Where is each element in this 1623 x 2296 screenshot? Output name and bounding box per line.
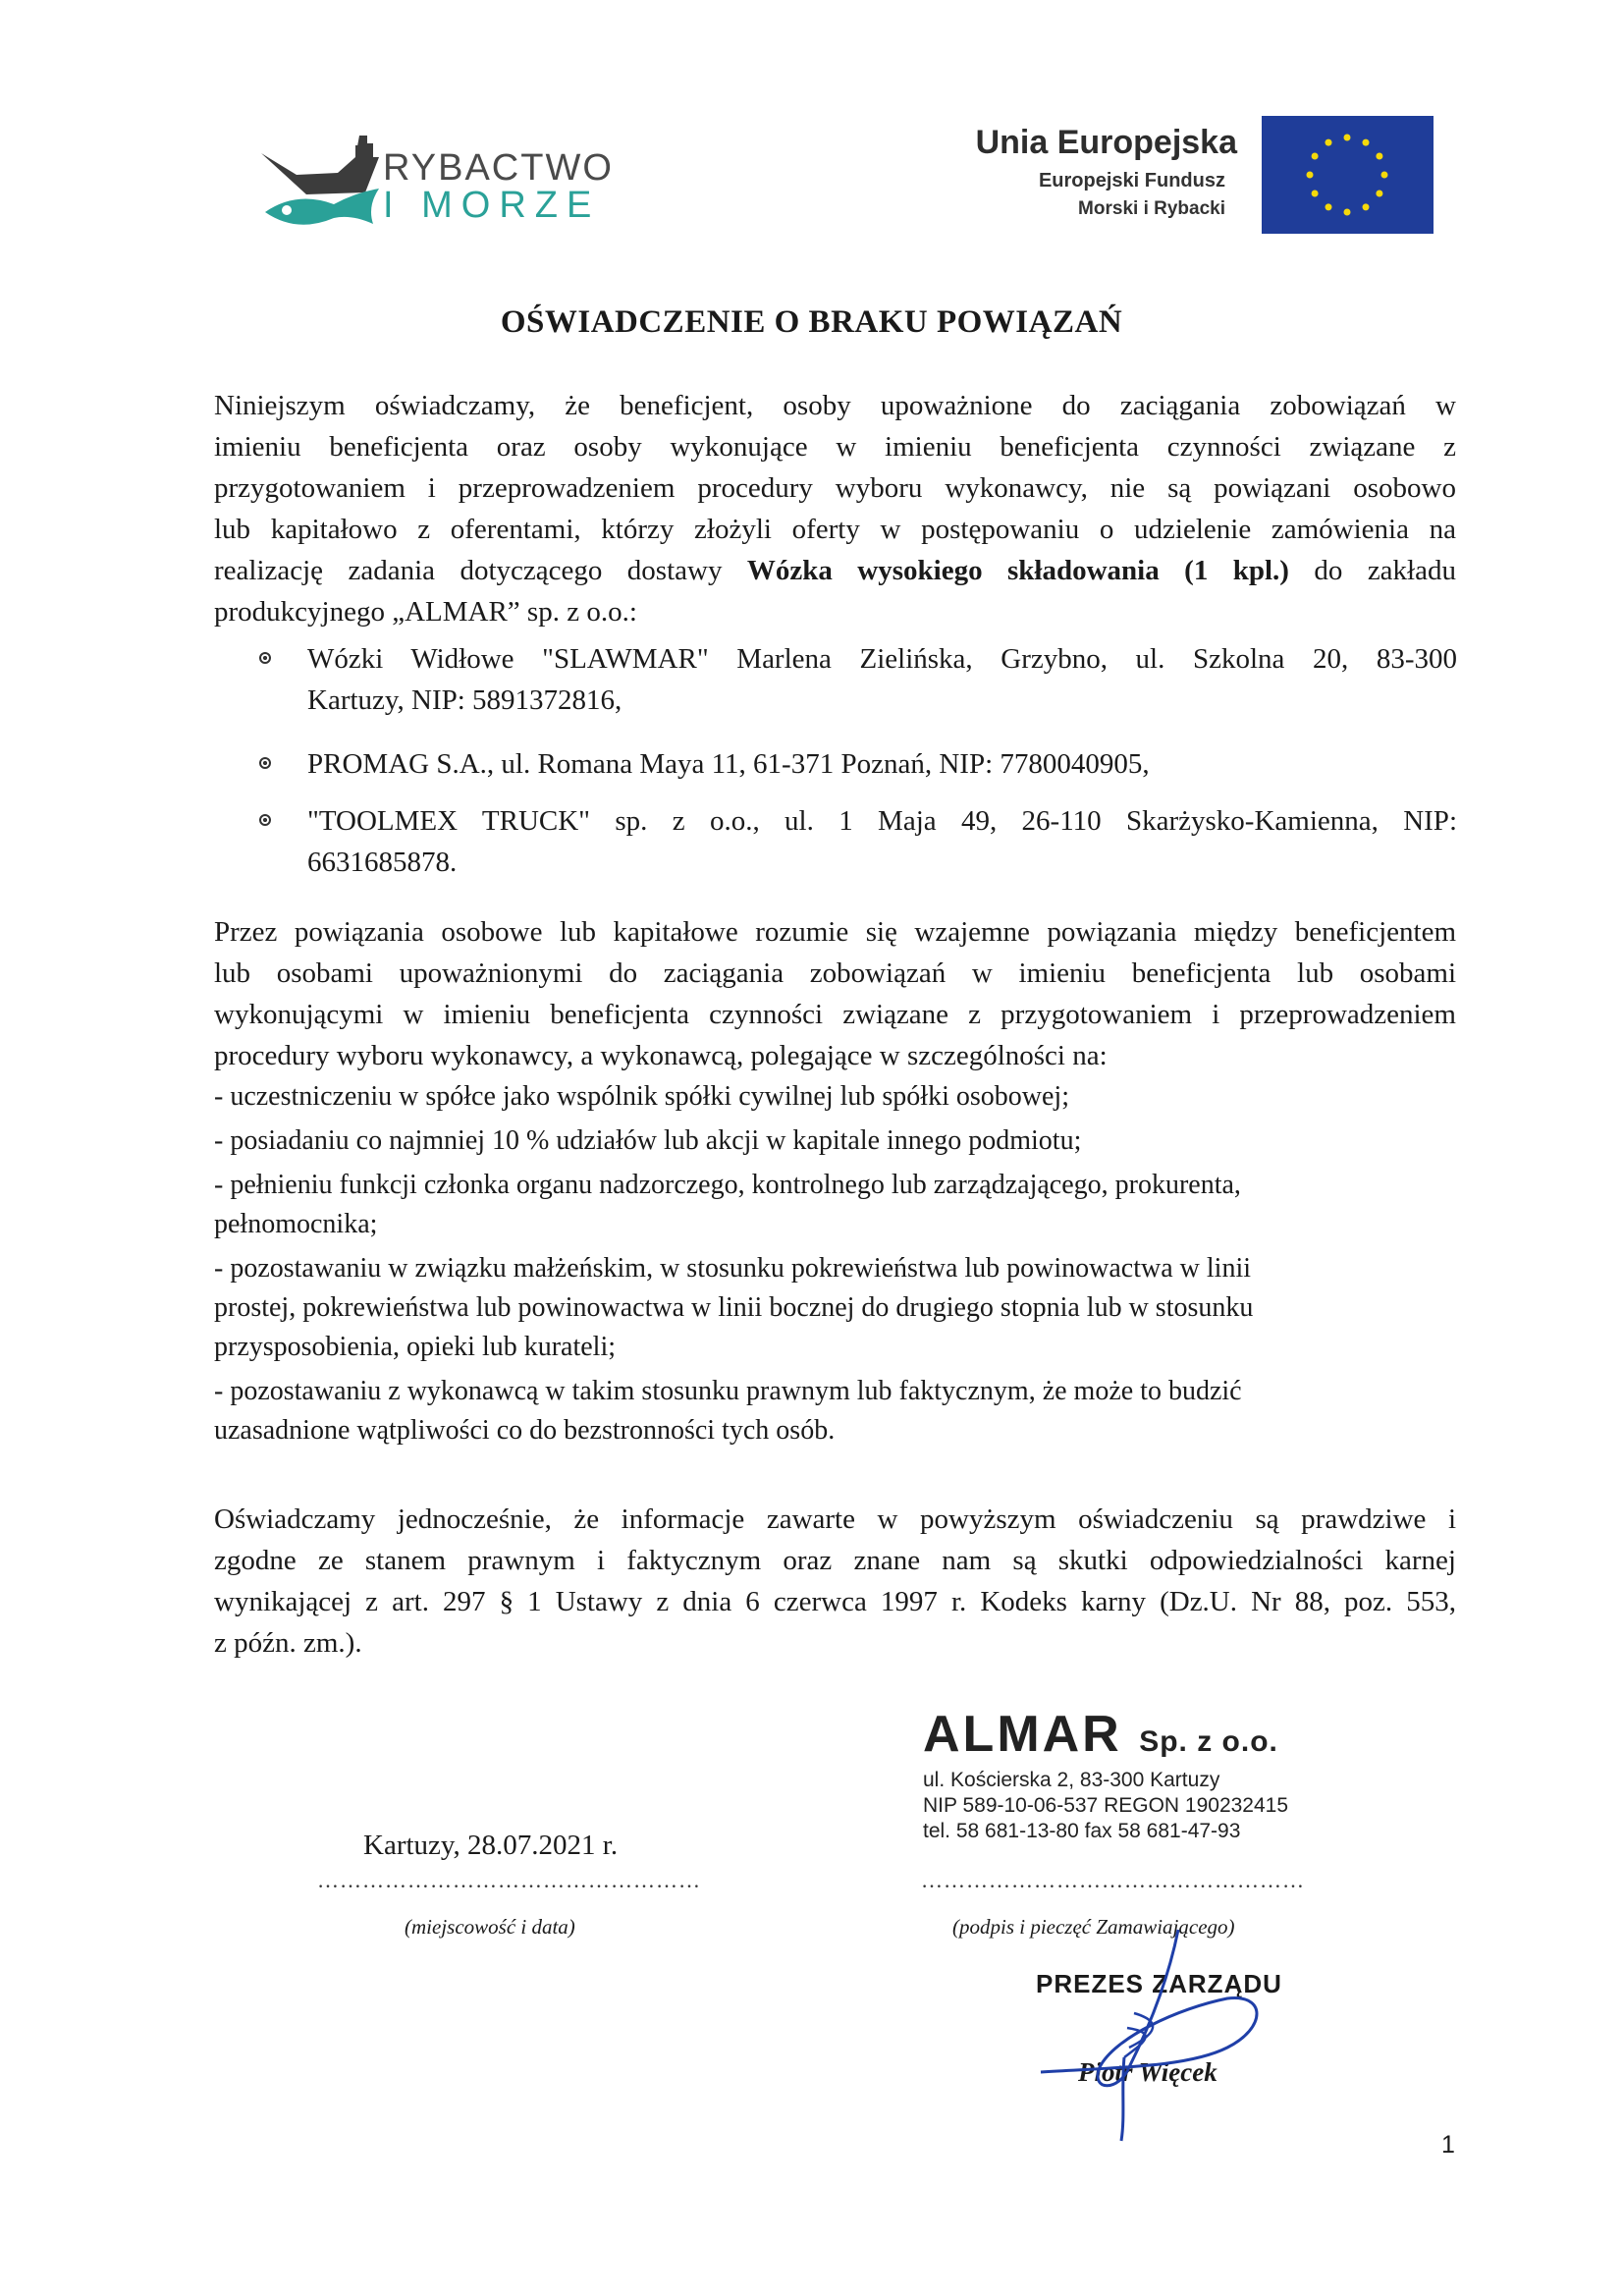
eu-star-icon [1344, 209, 1351, 216]
boat-fish-icon [257, 136, 380, 234]
dotted-line-left: …………………………………………… [317, 1868, 701, 1892]
definition-line: Przez powiązania osobowe lub kapitałowe rozumie się wzajemne powiązania między beneficjentem [214, 916, 1456, 948]
definition-item: - pełnieniu funkcji członka organu nadzorczego, kontrolnego lub zarządzającego, prokurenta, [214, 1170, 1241, 1200]
page-number: 1 [1441, 2131, 1455, 2159]
closing-line: wynikającej z art. 297 § 1 Ustawy z dnia 6 czerwca 1997 r. Kodeks karny (Dz.U. Nr 88, poz. 553, [214, 1586, 1456, 1617]
caption-signature: (podpis i pieczęć Zamawiającego) [952, 1915, 1235, 1939]
eu-star-icon [1344, 135, 1351, 141]
logo-line-1: RYBACTWO [383, 147, 614, 189]
logo-line-2: I MORZE [383, 185, 601, 226]
bidder-line: Wózki Widłowe "SLAWMAR" Marlena Zielińska, Grzybno, ul. Szkolna 20, 83-300 [307, 643, 1457, 675]
caption-place-date: (miejscowość i data) [405, 1915, 575, 1939]
intro-paragraph [214, 385, 1456, 632]
dotted-line-right: …………………………………………… [921, 1868, 1305, 1892]
handwritten-signature [1031, 1920, 1306, 2146]
eu-star-icon [1376, 191, 1382, 197]
definition-item-cont: prostej, pokrewieństwa lub powinowactwa w linii bocznej do drugiego stopnia lub w stosunku [214, 1292, 1254, 1323]
eu-subtitle-2: Morski i Rybacki [1078, 198, 1225, 219]
eu-star-icon [1376, 153, 1382, 160]
eu-star-icon [1325, 203, 1332, 210]
eu-fund-header [975, 116, 1434, 239]
bullet-icon [259, 757, 271, 769]
eu-star-icon [1312, 191, 1319, 197]
intro-line: przygotowaniem i przeprowadzeniem procedury wyboru wykonawcy, nie są powiązani osobowo [214, 472, 1456, 504]
signer-name-stamp: Piotr Więcek [1078, 2057, 1217, 2087]
eu-star-icon [1381, 172, 1388, 179]
definition-line: wykonującymi w imieniu beneficjenta czynności związane z przygotowaniem i przeprowadzeniem [214, 999, 1456, 1030]
closing-line: z późn. zm.). [214, 1627, 362, 1659]
intro-line-5-pre: realizację zadania dotyczącego dostawy [214, 555, 747, 586]
intro-line: Niniejszym oświadczamy, że beneficjent, osoby upoważnione do zaciągania zobowiązań w [214, 390, 1456, 421]
eu-star-icon [1363, 203, 1370, 210]
bidder-line: Kartuzy, NIP: 5891372816, [307, 684, 622, 716]
document-title: OŚWIADCZENIE O BRAKU POWIĄZAŃ [500, 304, 1123, 340]
eu-subtitle-1: Europejski Fundusz [1038, 170, 1225, 191]
eu-star-icon [1325, 139, 1332, 146]
definition-line: lub osobami upoważnionymi do zaciągania zobowiązań w imieniu beneficjenta lub osobami [214, 957, 1456, 989]
definition-item-cont: uzasadnione wątpliwości co do bezstronności tych osób. [214, 1415, 836, 1446]
company-stamp [923, 1706, 1316, 1844]
bullet-icon [259, 814, 271, 826]
eu-title: Unia Europejska [975, 124, 1237, 161]
product-name: Wózka wysokiego składowania (1 kpl.) [746, 555, 1289, 586]
intro-line: lub kapitałowo z oferentami, którzy złożyli oferty w postępowaniu o udzielenie zamówienia na [214, 514, 1456, 545]
definition-item: - pozostawaniu w związku małżeńskim, w stosunku pokrewieństwa lub powinowactwa w linii [214, 1253, 1252, 1284]
definition-item-cont: pełnomocnika; [214, 1209, 378, 1239]
place-date: Kartuzy, 28.07.2021 r. [363, 1830, 619, 1861]
stamp-phones: tel. 58 681-13-80 fax 58 681-47-93 [923, 1820, 1241, 1842]
rybactwo-logo [257, 136, 614, 234]
bidder-line: PROMAG S.A., ul. Romana Maya 11, 61-371 Poznań, NIP: 7780040905, [307, 748, 1150, 780]
definition-line: procedury wyboru wykonawcy, a wykonawcą, polegające w szczególności na: [214, 1040, 1108, 1071]
definition-item: - uczestniczeniu w spółce jako wspólnik spółki cywilnej lub spółki osobowej; [214, 1081, 1069, 1112]
definition-paragraph [214, 911, 1456, 1076]
stamp-address: ul. Kościerska 2, 83-300 Kartuzy [923, 1769, 1220, 1791]
role-stamp: PREZES ZARZĄDU [1036, 1969, 1282, 1998]
eu-star-icon [1312, 153, 1319, 160]
definition-item: - pozostawaniu z wykonawcą w takim stosunku prawnym lub faktycznym, że może to budzić [214, 1376, 1242, 1406]
eu-flag-icon [1262, 116, 1434, 234]
definition-item-cont: przysposobienia, opieki lub kurateli; [214, 1332, 617, 1362]
closing-line: Oświadczamy jednocześnie, że informacje zawarte w powyższym oświadczeniu są prawdziwe i [214, 1503, 1456, 1535]
intro-line: imieniu beneficjenta oraz osoby wykonujące w imieniu beneficjenta czynności związane z [214, 431, 1456, 463]
closing-paragraph [214, 1499, 1456, 1664]
intro-line: produkcyjnego „ALMAR” sp. z o.o.: [214, 596, 637, 628]
bullet-icon [259, 652, 271, 664]
stamp-name: ALMAR [923, 1706, 1122, 1763]
stamp-name-suffix: Sp. z o.o. [1139, 1725, 1278, 1758]
bidder-line: "TOOLMEX TRUCK" sp. z o.o., ul. 1 Maja 49, 26-110 Skarżysko-Kamienna, NIP: [307, 805, 1457, 837]
closing-line: zgodne ze stanem prawnym i faktycznym oraz znane nam są skutki odpowiedzialności karnej [214, 1545, 1456, 1576]
intro-line-5 [214, 550, 1456, 591]
definition-item: - posiadaniu co najmniej 10 % udziałów lub akcji w kapitale innego podmiotu; [214, 1125, 1082, 1156]
stamp-ids: NIP 589-10-06-537 REGON 190232415 [923, 1794, 1289, 1817]
stamp-company-name [923, 1706, 1316, 1768]
intro-line-5-post: do zakładu [1288, 555, 1456, 586]
eu-star-icon [1363, 139, 1370, 146]
bidder-line: 6631685878. [307, 847, 458, 878]
eu-star-icon [1307, 172, 1314, 179]
